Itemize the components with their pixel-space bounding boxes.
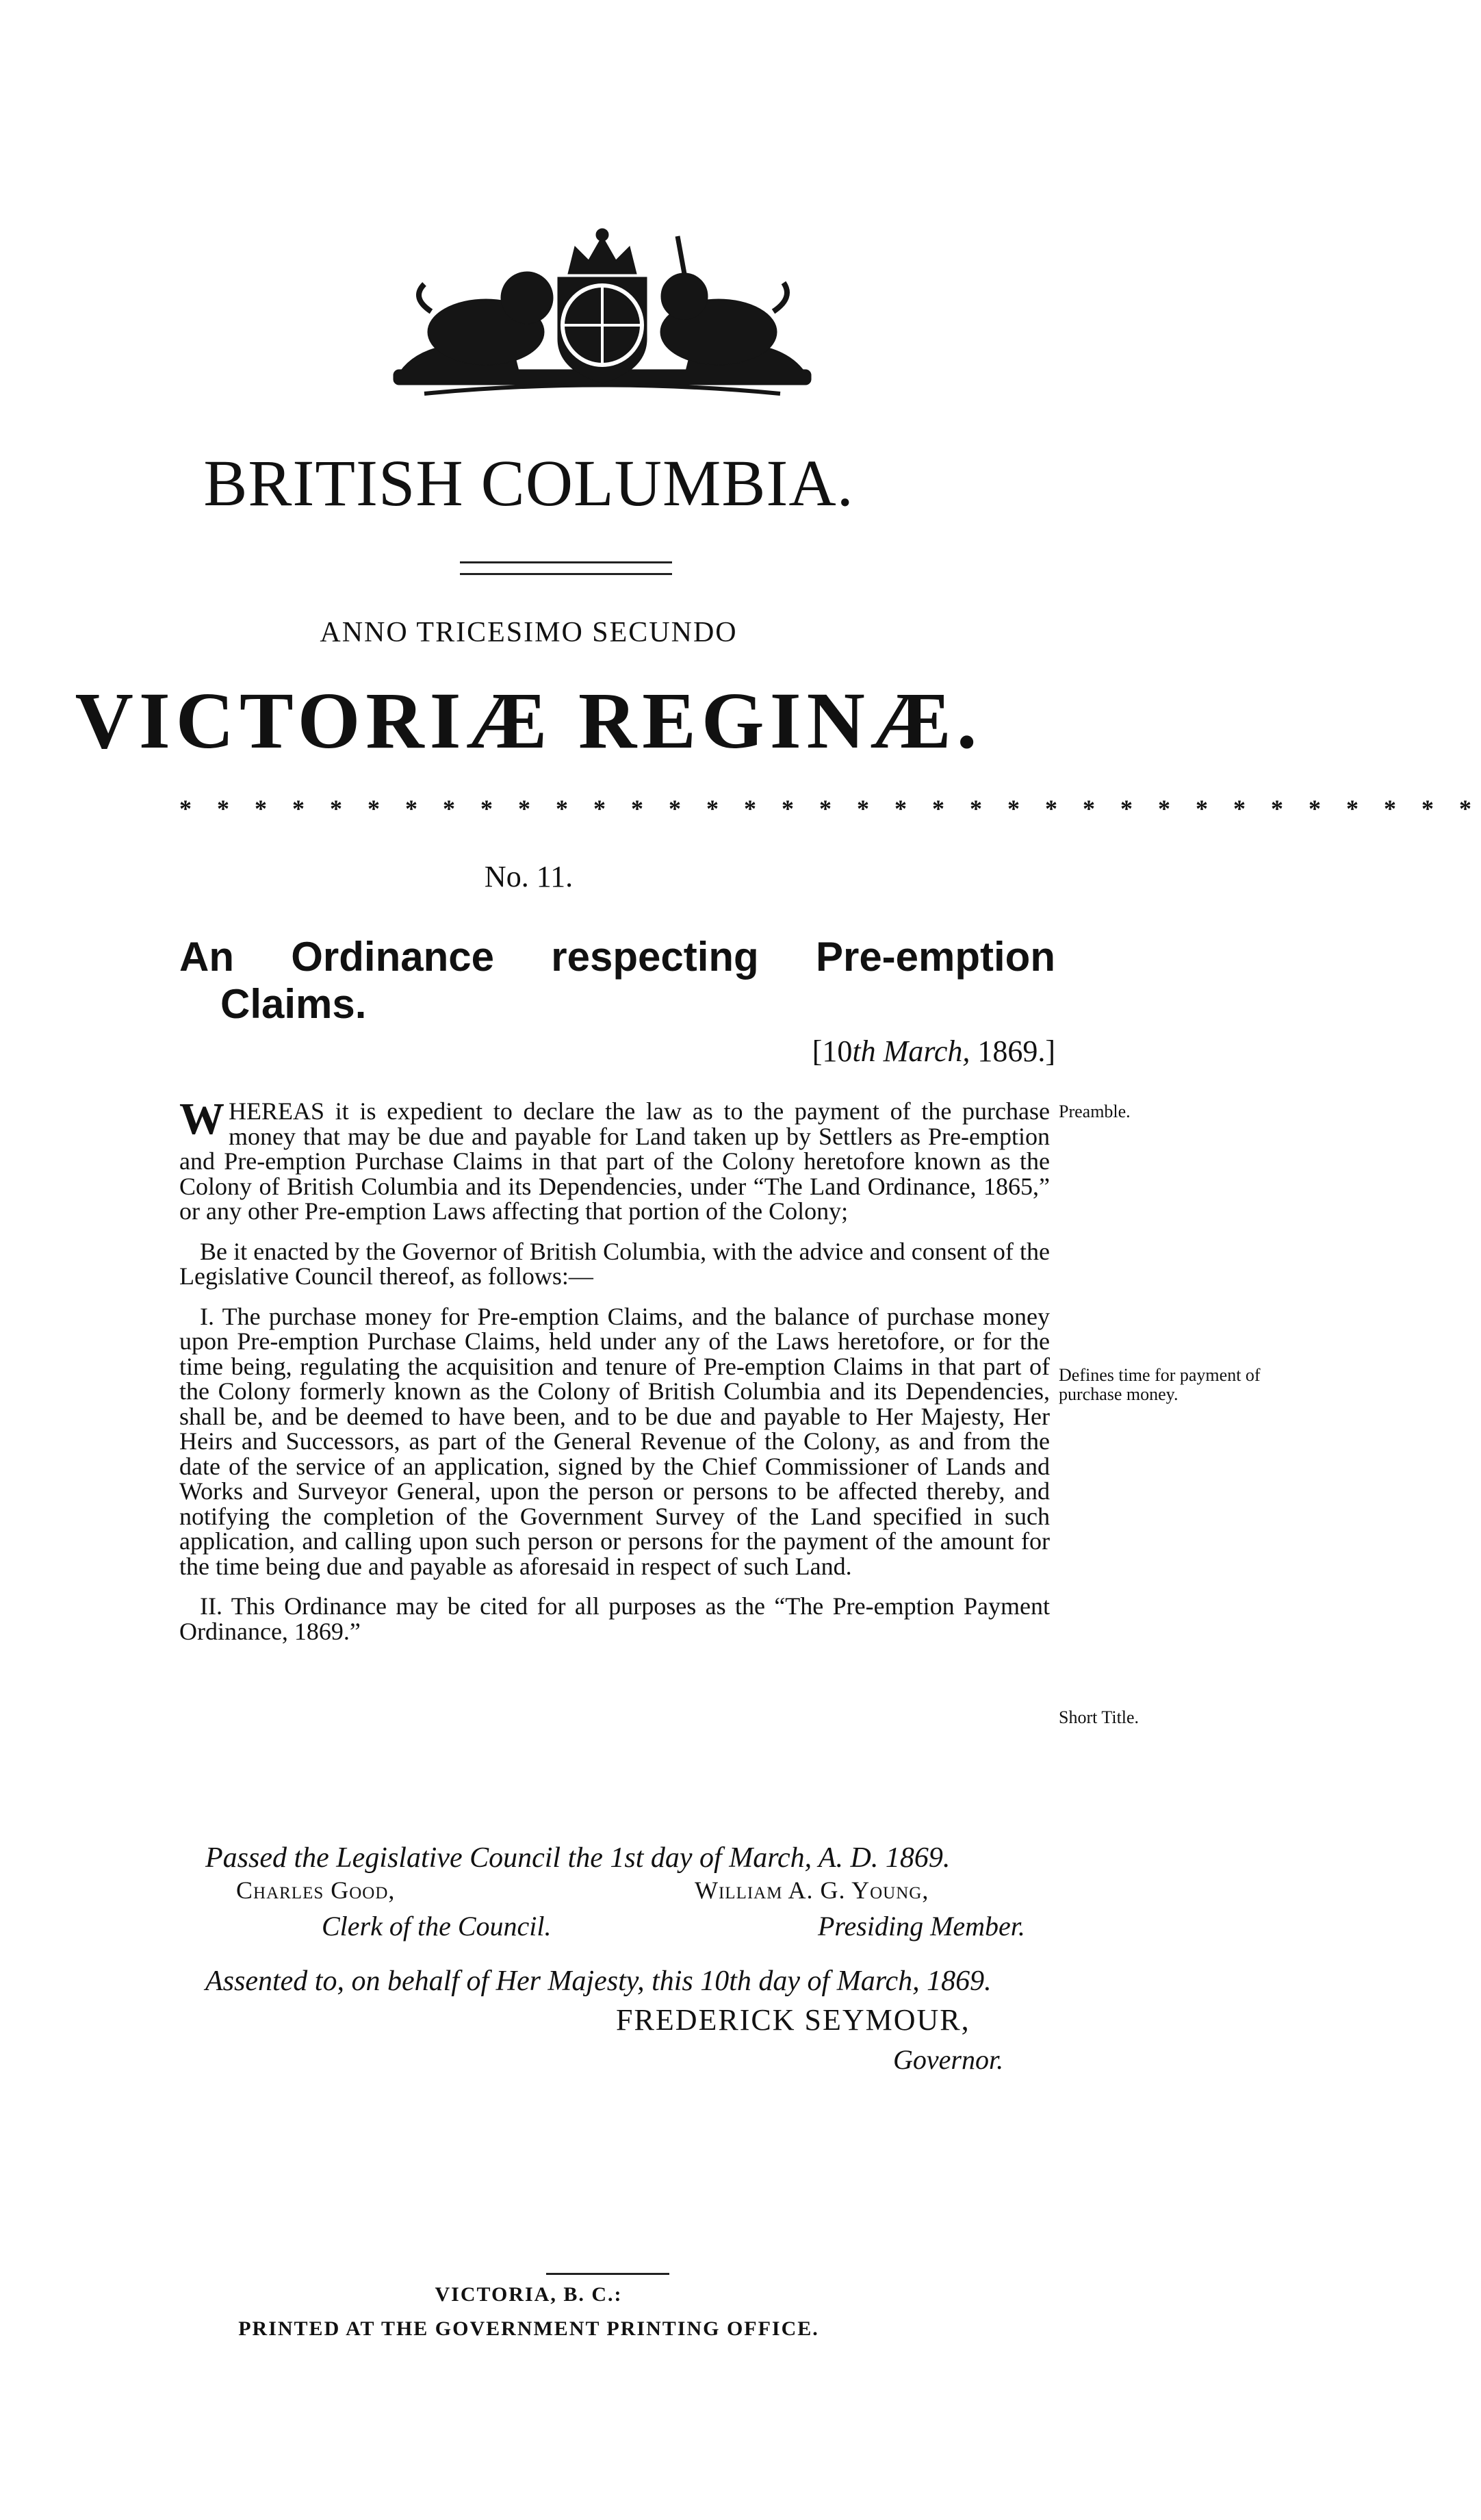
margin-note-preamble: Preamble.	[1059, 1102, 1131, 1121]
assent-line: Assented to, on behalf of Her Majesty, this 10th day of March, 1869.	[205, 1965, 992, 1997]
margin-note-section-2: Short Title.	[1059, 1707, 1139, 1727]
date-month: March,	[883, 1034, 970, 1068]
ordinance-body	[179, 1094, 1050, 1659]
clerk-role: Clerk of the Council.	[322, 1911, 552, 1942]
margin-note-section-1: Defines time for payment of purchase money.	[1059, 1365, 1261, 1404]
page-title: BRITISH COLUMBIA.	[203, 446, 854, 520]
footer-divider	[546, 2273, 669, 2275]
ordinance-title-line2: Claims.	[220, 981, 367, 1027]
date-open: [10	[812, 1034, 853, 1068]
double-divider	[460, 561, 672, 575]
ordinance-number: No. 11.	[484, 860, 574, 893]
date-year: 1869.]	[977, 1034, 1055, 1068]
regnal-year-line: ANNO TRICESIMO SECUNDO	[320, 617, 738, 648]
imprint-place: VICTORIA, B. C.:	[435, 2283, 623, 2306]
drop-cap: W	[179, 1094, 224, 1144]
ordinance-date	[812, 1034, 1055, 1069]
royal-coat-of-arms-icon	[383, 229, 821, 404]
governor-name: FREDERICK SEYMOUR,	[616, 2003, 970, 2037]
ordinance-title-line1: An Ordinance respecting Pre-emption	[179, 934, 1055, 980]
clerk-name: Charles Good,	[236, 1876, 396, 1904]
star-separator: * * * * * * * * * * * * * * * * * * * * * * * * * * * * * * * * * * *	[179, 795, 1481, 822]
section-2: II. This Ordinance may be cited for all purposes as the “The Pre-emption Payment Ordinance, 1869.”	[179, 1592, 1050, 1645]
passed-line: Passed the Legislative Council the 1st day of March, A. D. 1869.	[205, 1842, 951, 1874]
section-1: I. The purchase money for Pre-emption Claims, and the balance of purchase money upon Pre-emption Purchase Claims, held under any of the Laws heretofore, or for the time being, regulating the acquisition and tenure of Pre-emption Claims in that part of the Colony formerly known as the Colony of British Columbia and its Dependencies, shall be, and be deemed to have been, and to be due and payable to Her Majesty, Her Heirs and Successors, as part of the General Revenue of the Colony, as and from the date of the service of an application, signed by the Chief Commissioner of Lands and Works and Surveyor General, upon the person or persons to be affected thereby, and notifying the completion of the Government Survey of the Land specified in such application, and calling upon such person or persons for the payment of the amount for the time being due and payable as aforesaid in respect of such Land.	[179, 1302, 1050, 1580]
governor-role: Governor.	[893, 2044, 1004, 2075]
regnal-heading: VICTORIÆ REGINÆ.	[75, 676, 983, 765]
enacting-clause: Be it enacted by the Governor of British Columbia, with the advice and consent of the Legislative Council thereof, as follows:—	[179, 1237, 1050, 1290]
preamble-paragraph	[179, 1094, 1050, 1225]
presiding-member-role: Presiding Member.	[818, 1911, 1025, 1942]
presiding-member-name: William A. G. Young,	[695, 1876, 929, 1904]
date-ordinal: th	[852, 1034, 876, 1068]
preamble-text: HEREAS it is expedient to declare the law as to the payment of the purchase money that may be due and payable for Land taken up by Settlers as Pre-emption and Pre-emption Purchase Claims in that part of the Colony heretofore known as the Colony of British Columbia and its Dependencies, under “The Land Ordinance, 1865,” or any other Pre-emption Laws affecting that portion of the Colony;	[179, 1097, 1050, 1225]
imprint-printer: PRINTED AT THE GOVERNMENT PRINTING OFFICE.	[238, 2317, 819, 2340]
